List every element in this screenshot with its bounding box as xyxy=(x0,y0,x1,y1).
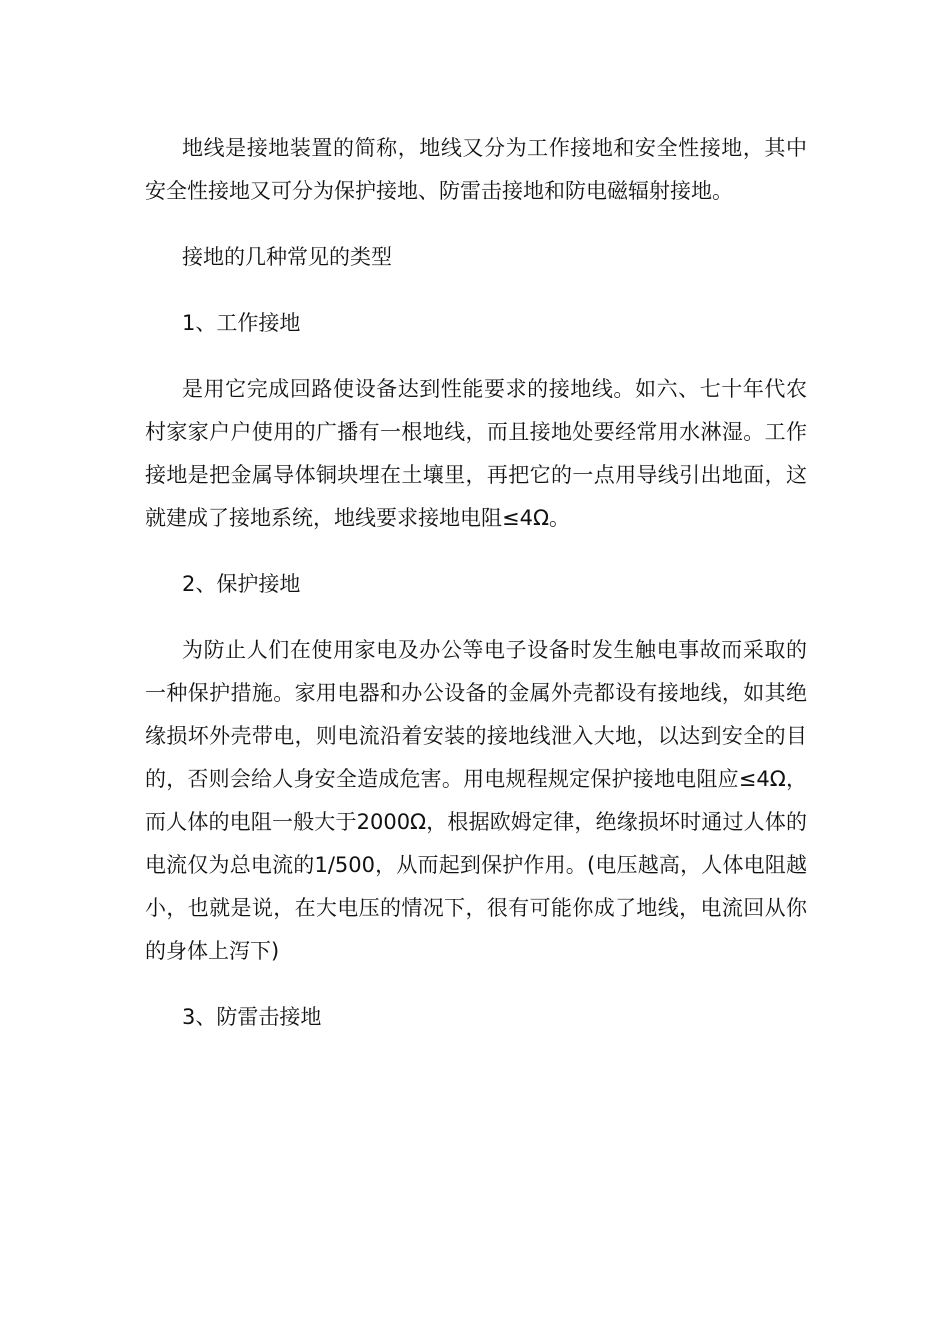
document-body xyxy=(145,127,807,1062)
heading-common-types: 接地的几种常见的类型 xyxy=(182,245,392,269)
paragraph-working-ground: 是用它完成回路使设备达到性能要求的接地线。如六、七十年代农村家家户户使用的广播有一根地线，而且接地处要经常用水淋湿。工作接地是把金属导体铜块埋在土壤里，再把它的一点用导线引出地面，这就建成了接地系统，地线要求接地电阻≤4Ω。 xyxy=(145,377,807,530)
heading-working-ground: 1、工作接地 xyxy=(182,311,301,335)
heading-lightning-ground: 3、防雷击接地 xyxy=(182,1005,322,1029)
paragraph-protective-ground: 为防止人们在使用家电及办公等电子设备时发生触电事故而采取的一种保护措施。家用电器和办公设备的金属外壳都设有接地线，如其绝缘损坏外壳带电，则电流沿着安装的接地线泄入大地，以达到安全的目的，否则会给人身安全造成危害。用电规程规定保护接地电阻应≤4Ω，而人体的电阻一般大于2000Ω，根据欧姆定律，绝缘损坏时通过人体的电流仅为总电流的1/500，从而起到保护作用。(电压越高，人体电阻越小，也就是说，在大电压的情况下，很有可能你成了地线，电流回从你的身体上泻下) xyxy=(145,638,807,963)
heading-protective-ground: 2、保护接地 xyxy=(182,572,301,596)
paragraph-intro: 地线是接地装置的简称，地线又分为工作接地和安全性接地，其中安全性接地又可分为保护接地、防雷击接地和防电磁辐射接地。 xyxy=(145,136,807,203)
